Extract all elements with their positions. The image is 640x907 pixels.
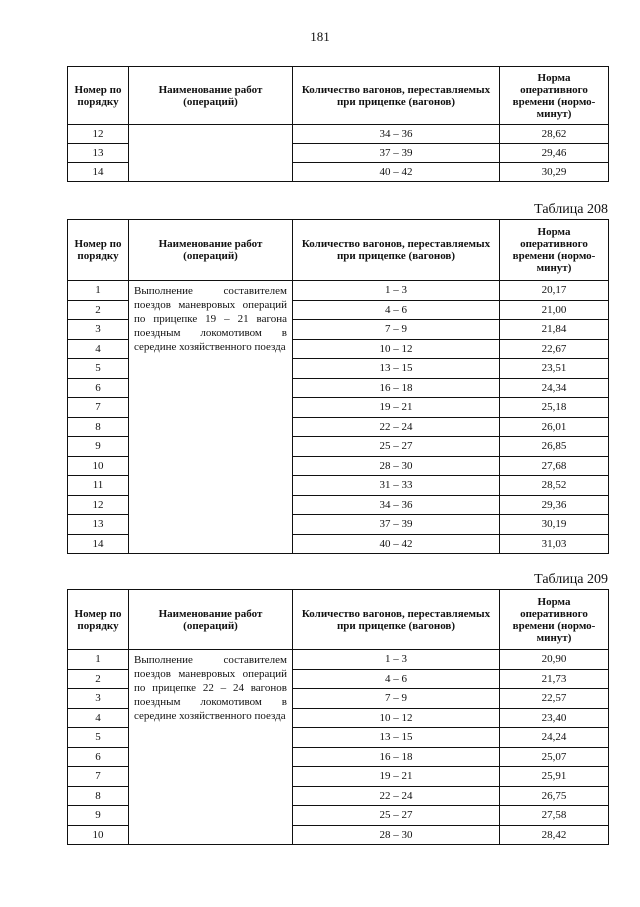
row-number: 9 <box>68 437 129 457</box>
wagon-range: 22 – 24 <box>293 786 500 806</box>
norm-value: 24,34 <box>500 378 609 398</box>
header-wagons: Количество вагонов, переставляемых при прицепке (вагонов) <box>293 220 500 281</box>
wagon-range: 34 – 36 <box>293 495 500 515</box>
norm-value: 26,75 <box>500 786 609 806</box>
row-number: 11 <box>68 476 129 496</box>
row-number: 2 <box>68 669 129 689</box>
row-number: 4 <box>68 339 129 359</box>
wagon-range: 37 – 39 <box>293 144 500 163</box>
wagon-range: 22 – 24 <box>293 417 500 437</box>
norm-value: 28,42 <box>500 825 609 845</box>
table-row <box>68 281 609 301</box>
row-number: 14 <box>68 163 129 182</box>
header-wagons: Количество вагонов, переставляемых при прицепке (вагонов) <box>293 590 500 650</box>
row-number: 14 <box>68 534 129 554</box>
wagon-range: 40 – 42 <box>293 534 500 554</box>
wagon-range: 1 – 3 <box>293 650 500 670</box>
wagon-range: 10 – 12 <box>293 339 500 359</box>
table-body <box>68 650 609 845</box>
norm-value: 26,85 <box>500 437 609 457</box>
header-number: Номер по порядку <box>68 590 129 650</box>
norm-value: 26,01 <box>500 417 609 437</box>
wagon-range: 16 – 18 <box>293 378 500 398</box>
norm-value: 25,91 <box>500 767 609 787</box>
wagon-range: 4 – 6 <box>293 669 500 689</box>
wagon-range: 28 – 30 <box>293 456 500 476</box>
wagon-range: 1 – 3 <box>293 281 500 301</box>
norm-value: 23,51 <box>500 359 609 379</box>
row-number: 6 <box>68 378 129 398</box>
wagon-range: 10 – 12 <box>293 708 500 728</box>
norm-value: 29,36 <box>500 495 609 515</box>
header-operation: Наименование работ (операций) <box>129 67 293 125</box>
norm-value: 24,24 <box>500 728 609 748</box>
header-wagons: Количество вагонов, переставляемых при прицепке (вагонов) <box>293 67 500 125</box>
wagon-range: 13 – 15 <box>293 359 500 379</box>
row-number: 9 <box>68 806 129 826</box>
table-209 <box>67 589 609 845</box>
header-norm: Норма оперативного времени (нормо-минут) <box>500 590 609 650</box>
table-continuation <box>67 66 609 182</box>
wagon-range: 4 – 6 <box>293 300 500 320</box>
norm-value: 21,84 <box>500 320 609 340</box>
norm-value: 30,19 <box>500 515 609 535</box>
table-row <box>68 125 609 144</box>
norm-value: 20,90 <box>500 650 609 670</box>
row-number: 8 <box>68 786 129 806</box>
wagon-range: 31 – 33 <box>293 476 500 496</box>
norm-value: 25,18 <box>500 398 609 418</box>
norm-value: 21,73 <box>500 669 609 689</box>
row-number: 10 <box>68 825 129 845</box>
row-number: 6 <box>68 747 129 767</box>
norm-value: 28,62 <box>500 125 609 144</box>
norm-value: 30,29 <box>500 163 609 182</box>
norm-value: 27,58 <box>500 806 609 826</box>
operation-description <box>129 125 293 182</box>
row-number: 13 <box>68 144 129 163</box>
row-number: 1 <box>68 650 129 670</box>
wagon-range: 7 – 9 <box>293 320 500 340</box>
norm-value: 28,52 <box>500 476 609 496</box>
wagon-range: 19 – 21 <box>293 398 500 418</box>
row-number: 1 <box>68 281 129 301</box>
wagon-range: 25 – 27 <box>293 806 500 826</box>
row-number: 3 <box>68 320 129 340</box>
row-number: 13 <box>68 515 129 535</box>
row-number: 12 <box>68 125 129 144</box>
header-operation: Наименование работ (операций) <box>129 220 293 281</box>
table-row <box>68 650 609 670</box>
row-number: 12 <box>68 495 129 515</box>
header-number: Номер по порядку <box>68 220 129 281</box>
wagon-range: 40 – 42 <box>293 163 500 182</box>
norm-value: 21,00 <box>500 300 609 320</box>
page-number: 181 <box>310 29 330 44</box>
row-number: 3 <box>68 689 129 709</box>
norm-value: 31,03 <box>500 534 609 554</box>
norm-value: 27,68 <box>500 456 609 476</box>
table-body <box>68 125 609 182</box>
norm-value: 20,17 <box>500 281 609 301</box>
wagon-range: 37 – 39 <box>293 515 500 535</box>
wagon-range: 16 – 18 <box>293 747 500 767</box>
wagon-range: 19 – 21 <box>293 767 500 787</box>
row-number: 8 <box>68 417 129 437</box>
row-number: 2 <box>68 300 129 320</box>
row-number: 5 <box>68 728 129 748</box>
norm-value: 22,57 <box>500 689 609 709</box>
wagon-range: 34 – 36 <box>293 125 500 144</box>
row-number: 4 <box>68 708 129 728</box>
header-norm: Норма оперативного времени (нормо-минут) <box>500 220 609 281</box>
norm-value: 25,07 <box>500 747 609 767</box>
row-number: 7 <box>68 398 129 418</box>
row-number: 5 <box>68 359 129 379</box>
wagon-range: 7 – 9 <box>293 689 500 709</box>
wagon-range: 28 – 30 <box>293 825 500 845</box>
header-operation: Наименование работ (операций) <box>129 590 293 650</box>
operation-description: Выполнение составителем поездов маневровых операций по прицепке 19 – 21 вагона поездным локомотивом в середине хозяйственного поезда <box>129 281 293 554</box>
norm-value: 23,40 <box>500 708 609 728</box>
header-norm: Норма оперативного времени (нормо-минут) <box>500 67 609 125</box>
header-number: Номер по порядку <box>68 67 129 125</box>
row-number: 10 <box>68 456 129 476</box>
table-208 <box>67 219 609 554</box>
wagon-range: 25 – 27 <box>293 437 500 457</box>
norm-value: 22,67 <box>500 339 609 359</box>
row-number: 7 <box>68 767 129 787</box>
operation-description: Выполнение составителем поездов маневровых операций по прицепке 22 – 24 вагонов поездным локомотивом в середине хозяйственного поезда <box>129 650 293 845</box>
table-body <box>68 281 609 554</box>
table-209-caption: Таблица 209 <box>534 572 608 587</box>
norm-value: 29,46 <box>500 144 609 163</box>
wagon-range: 13 – 15 <box>293 728 500 748</box>
table-208-caption: Таблица 208 <box>534 202 608 217</box>
